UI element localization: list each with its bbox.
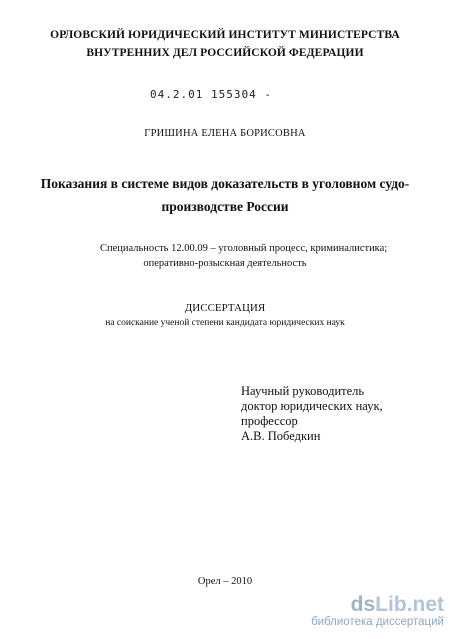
advisor-role: Научный руководитель: [241, 384, 365, 398]
dslib-watermark: [311, 594, 444, 629]
dissertation-title-line2: производстве России: [161, 199, 289, 214]
advisor-block: [241, 384, 383, 444]
registration-stamp: 04.2.01 155304 -: [150, 88, 272, 101]
watermark-subtitle: библиотека диссертаций: [311, 616, 444, 628]
degree-line: на соискание ученой степени кандидата юридических наук: [105, 318, 345, 328]
logo-ds: ds: [350, 593, 376, 616]
document-type: ДИССЕРТАЦИЯ: [184, 302, 266, 314]
institute-name-line1: ОРЛОВСКИЙ ЮРИДИЧЕСКИЙ ИНСТИТУТ МИНИСТЕРСТВА: [50, 29, 400, 41]
dissertation-title-line1: Показания в системе видов доказательств в уголовном судо-: [40, 176, 410, 191]
dslib-logo: [311, 594, 444, 616]
specialty-line2: оперативно-розыскная деятельность: [143, 258, 307, 269]
author-name: ГРИШИНА ЕЛЕНА БОРИСОВНА: [144, 128, 306, 139]
specialty-line1: Специальность 12.00.09 – уголовный процесс, криминалистика;: [100, 243, 388, 254]
logo-rest: Lib.net: [375, 593, 444, 616]
advisor-name: А.В. Победкин: [241, 429, 321, 443]
institute-name-line2: ВНУТРЕННИХ ДЕЛ РОССИЙСКОЙ ФЕДЕРАЦИИ: [86, 47, 364, 59]
advisor-title: профессор: [241, 414, 298, 428]
place-and-year: Орел – 2010: [197, 576, 253, 587]
advisor-degree: доктор юридических наук,: [241, 399, 383, 413]
